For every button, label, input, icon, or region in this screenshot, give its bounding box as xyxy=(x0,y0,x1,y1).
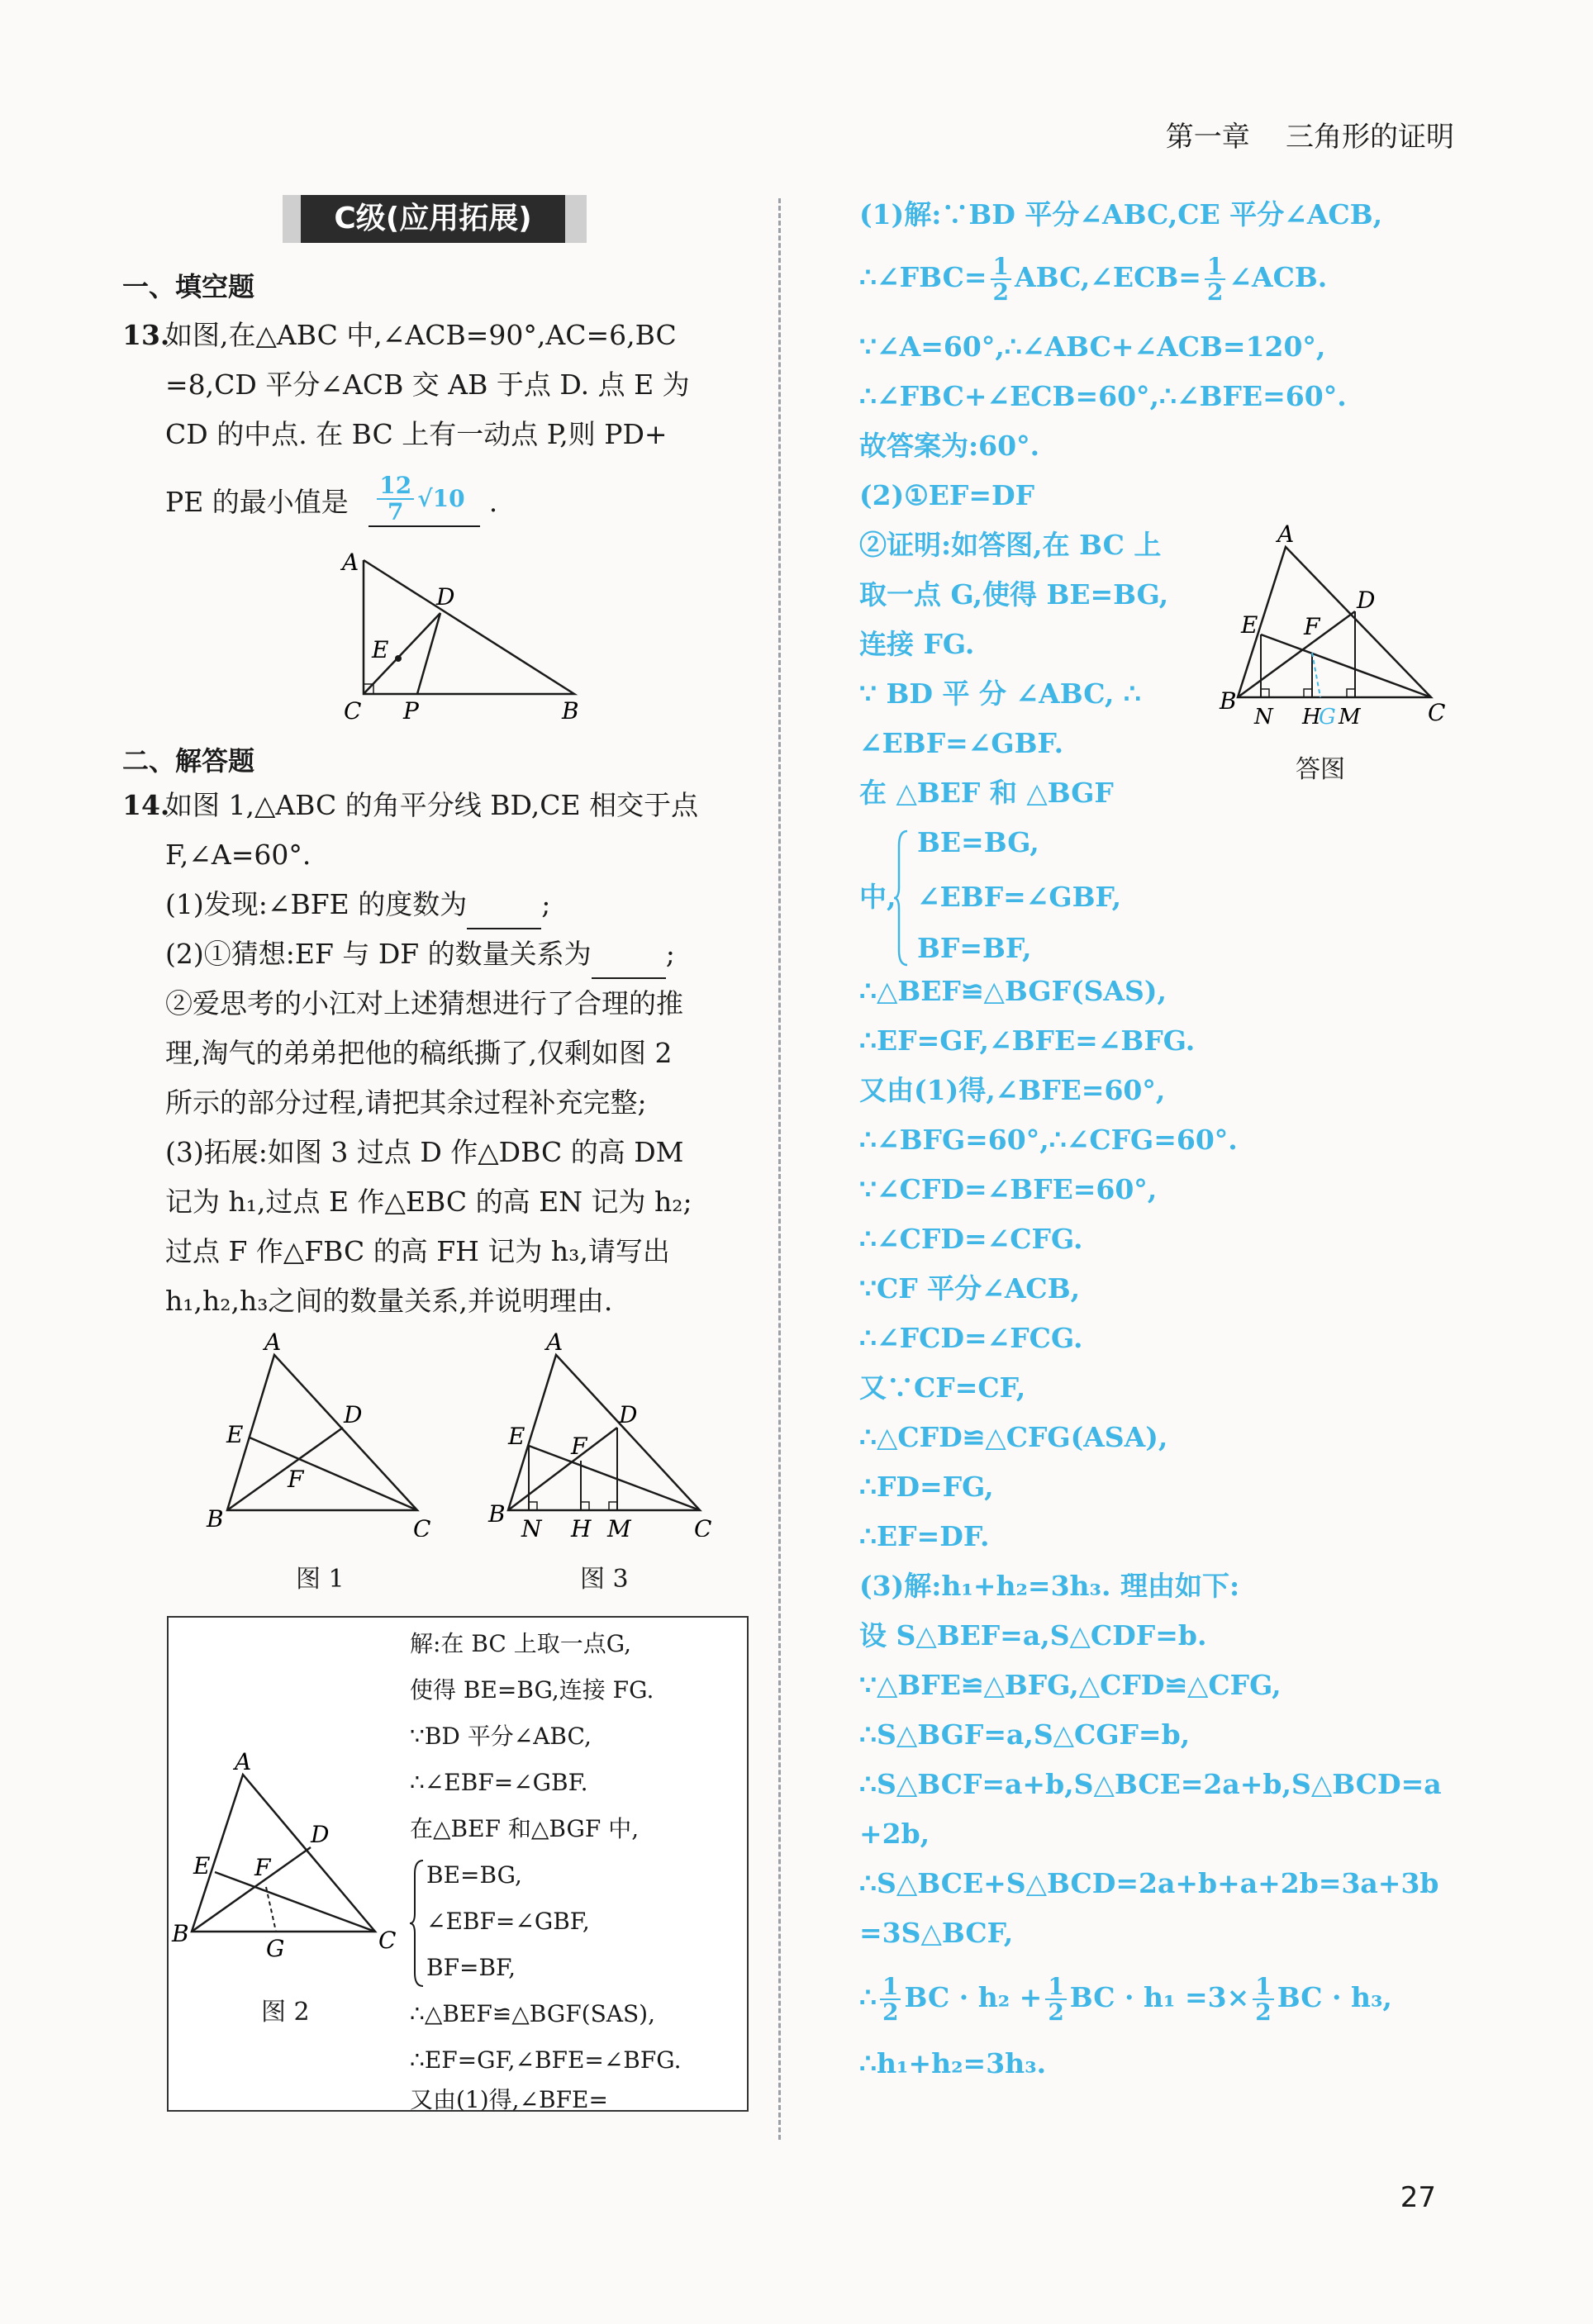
answer-line-35: =3S△BCF, xyxy=(859,1917,1014,1949)
answer-line-8: 取一点 G,使得 BE=BG, xyxy=(859,578,1169,611)
fig2-label-a: A xyxy=(235,1750,252,1775)
ansfig-label-c: C xyxy=(1428,699,1446,726)
answer-line-2: ∴∠FBC= $\frac{1}{2}$ ABC,∠ECB= $\frac{1}{2}$ ∠ACB. xyxy=(859,252,1328,306)
fig3-label-e: E xyxy=(508,1423,525,1450)
answer-line-14-prefix: 中, xyxy=(859,881,896,913)
q13-answer: $\frac{12}{7}$ √10 xyxy=(373,473,464,524)
answer-line-36: ∴ $\frac{1}{2}$ BC · h₂ + $\frac{1}{2}$ BC · h₁ =3× $\frac{1}{2}$ BC · h₃, xyxy=(859,1972,1392,2026)
box-line-11: 又由(1)得,∠BFE= xyxy=(410,2086,608,2113)
box-brace xyxy=(410,1857,426,1989)
fig1-label-e: E xyxy=(226,1421,244,1448)
fig13-label-e: E xyxy=(372,636,389,663)
q14-line9: 记为 h₁,过点 E 作△EBC 的高 EN 记为 h₂; xyxy=(165,1186,692,1218)
q13-figure xyxy=(330,545,595,727)
q13-line4: PE 的最小值是 $\frac{12}{7}$ √10 . xyxy=(165,478,497,527)
fig13-label-d: D xyxy=(436,583,455,611)
fig2-label-d: D xyxy=(311,1821,330,1848)
fig2-label-f: F xyxy=(254,1854,271,1881)
answer-line-30: ∵△BFE≌△BFG,△CFD≌△CFG, xyxy=(859,1669,1282,1701)
fig1-label-b: B xyxy=(207,1505,224,1533)
answer-line-27: ∴EF=DF. xyxy=(859,1520,990,1552)
answer-line-16: ∴△BEF≌△BGF(SAS), xyxy=(859,975,1167,1007)
answer-line-26: ∴FD=FG, xyxy=(859,1471,994,1503)
figure-2-box xyxy=(167,1616,749,2112)
ansfig-label-b: B xyxy=(1220,687,1237,715)
q13-line3: CD 的中点. 在 BC 上有一动点 P,则 PD+ xyxy=(165,418,668,450)
answer-line-5: 故答案为:60°. xyxy=(859,430,1040,462)
q14-line3: (1)发现:∠BFE 的度数为 ; xyxy=(165,880,550,929)
level-label: C级(应用拓展) xyxy=(301,195,565,243)
answer-line-14: ∠EBF=∠GBF, xyxy=(917,881,1122,913)
q14-line2: F,∠A=60°. xyxy=(165,839,311,871)
fig2-label-b: B xyxy=(172,1920,189,1947)
chapter-title: 三角形的证明 xyxy=(1286,121,1454,154)
answer-line-4: ∴∠FBC+∠ECB=60°,∴∠BFE=60°. xyxy=(859,380,1347,412)
q14-line7: 所示的部分过程,请把其余过程补充完整; xyxy=(165,1086,647,1119)
page-number: 27 xyxy=(1400,2181,1436,2214)
fig3-label-b: B xyxy=(488,1500,506,1528)
answer-line-37: ∴h₁+h₂=3h₃. xyxy=(859,2047,1047,2079)
fig1-label-a: A xyxy=(264,1330,282,1356)
box-line-4: ∴∠EBF=∠GBF. xyxy=(410,1769,588,1796)
answer-figure-caption: 答图 xyxy=(1296,755,1345,784)
answer-line-23: ∴∠FCD=∠FCG. xyxy=(859,1322,1083,1354)
box-line-8: BF=BF, xyxy=(426,1954,516,1981)
ansfig-label-e: E xyxy=(1241,611,1258,639)
fig2-label-c: C xyxy=(378,1927,397,1954)
box-line-6: BE=BG, xyxy=(426,1861,522,1889)
level-banner xyxy=(283,195,587,243)
fig1-label-f: F xyxy=(288,1466,304,1493)
fig13-label-c: C xyxy=(344,697,362,725)
fig3-label-n: N xyxy=(521,1515,542,1537)
page-header xyxy=(1166,114,1454,154)
ansfig-label-n: N xyxy=(1254,705,1273,730)
fig13-label-b: B xyxy=(562,697,579,725)
box-line-3: ∵BD 平分∠ABC, xyxy=(410,1723,592,1750)
answer-line-9: 连接 FG. xyxy=(859,628,975,660)
fig1-label-d: D xyxy=(344,1401,363,1428)
box-line-7: ∠EBF=∠GBF, xyxy=(426,1908,590,1935)
q14-number: 14. xyxy=(122,789,170,821)
figure-2 xyxy=(169,1750,416,1965)
answer-line-7: ②证明:如答图,在 BC 上 xyxy=(859,529,1162,561)
q13-line1: 如图,在△ABC 中,∠ACB=90°,AC=6,BC xyxy=(165,319,677,351)
answer-line-28: (3)解:h₁+h₂=3h₃. 理由如下: xyxy=(859,1570,1240,1602)
answer-line-25: ∴△CFD≌△CFG(ASA), xyxy=(859,1421,1168,1453)
q14-line6: 理,淘气的弟弟把他的稿纸撕了,仅剩如图 2 xyxy=(165,1037,673,1069)
fig13-label-p: P xyxy=(403,697,419,725)
q14-line10: 过点 F 作△FBC 的高 FH 记为 h₃,请写出 xyxy=(165,1235,670,1267)
q14-line8: (3)拓展:如图 3 过点 D 作△DBC 的高 DM xyxy=(165,1136,684,1168)
q13-answer-blank xyxy=(369,472,480,527)
fig2-label-e: E xyxy=(193,1852,211,1880)
fig2-label-g: G xyxy=(266,1935,285,1962)
answer-line-11: ∠EBF=∠GBF. xyxy=(859,727,1064,759)
answer-line-15: BF=BF, xyxy=(917,932,1032,964)
q14-line11: h₁,h₂,h₃之间的数量关系,并说明理由. xyxy=(165,1285,613,1317)
ansfig-label-d: D xyxy=(1357,587,1376,614)
q13-line2: =8,CD 平分∠ACB 交 AB 于点 D. 点 E 为 xyxy=(165,368,690,401)
answer-line-24: 又∵CF=CF, xyxy=(859,1371,1026,1404)
q14-line1: 如图 1,△ABC 的角平分线 BD,CE 相交于点 xyxy=(165,789,699,821)
ansfig-label-g: G xyxy=(1319,705,1336,730)
answer-line-18: 又由(1)得,∠BFE=60°, xyxy=(859,1074,1166,1106)
fig13-label-a: A xyxy=(342,549,359,576)
fig3-label-c: C xyxy=(694,1515,712,1537)
ansfig-label-m: M xyxy=(1339,705,1361,730)
answer-line-12: 在 △BEF 和 △BGF xyxy=(859,777,1114,809)
ansfig-label-a: A xyxy=(1277,522,1295,548)
figure-3-caption: 图 3 xyxy=(580,1565,629,1594)
answer-line-1: (1)解:∵BD 平分∠ABC,CE 平分∠ACB, xyxy=(859,198,1383,230)
section-solve: 二、解答题 xyxy=(122,745,255,777)
figure-1 xyxy=(198,1330,446,1537)
figure-2-caption: 图 2 xyxy=(261,1998,310,2027)
box-line-5: 在△BEF 和△BGF 中, xyxy=(410,1815,640,1842)
column-divider xyxy=(778,198,781,2140)
fig3-label-a: A xyxy=(546,1330,563,1356)
fig3-label-h: H xyxy=(571,1515,592,1537)
box-line-2: 使得 BE=BG,连接 FG. xyxy=(410,1676,654,1704)
ansfig-label-h: H xyxy=(1302,705,1321,730)
q13-number: 13. xyxy=(122,319,170,351)
answer-line-10: ∵ BD 平 分 ∠ABC, ∴ xyxy=(859,677,1141,710)
q14-line4: (2)①猜想:EF 与 DF 的数量关系为 ; xyxy=(165,929,675,979)
answer-line-34: ∴S△BCE+S△BCD=2a+b+a+2b=3a+3b xyxy=(859,1867,1439,1899)
box-line-9: ∴△BEF≌△BGF(SAS), xyxy=(410,2000,656,2027)
fig3-label-f: F xyxy=(571,1433,587,1460)
box-line-10: ∴EF=GF,∠BFE=∠BFG. xyxy=(410,2046,682,2074)
answer-brace xyxy=(894,828,911,968)
figure-1-caption: 图 1 xyxy=(296,1565,345,1594)
ansfig-label-f: F xyxy=(1304,613,1320,640)
answer-line-22: ∵CF 平分∠ACB, xyxy=(859,1272,1081,1305)
fig3-label-m: M xyxy=(607,1515,631,1537)
answer-line-32: ∴S△BCF=a+b,S△BCE=2a+b,S△BCD=a xyxy=(859,1768,1442,1800)
answer-line-21: ∴∠CFD=∠CFG. xyxy=(859,1223,1083,1255)
section-fill-blank: 一、填空题 xyxy=(122,271,255,302)
answer-line-19: ∴∠BFG=60°,∴∠CFG=60°. xyxy=(859,1124,1238,1156)
answer-figure xyxy=(1215,522,1462,737)
answer-line-13: BE=BG, xyxy=(917,826,1039,858)
figure-3 xyxy=(483,1330,731,1537)
fig3-label-d: D xyxy=(619,1401,638,1428)
fig1-label-c: C xyxy=(413,1515,431,1537)
answer-line-33: +2b, xyxy=(859,1818,930,1850)
answer-line-3: ∵∠A=60°,∴∠ABC+∠ACB=120°, xyxy=(859,330,1326,363)
chapter-label: 第一章 xyxy=(1165,121,1250,154)
answer-line-20: ∵∠CFD=∠BFE=60°, xyxy=(859,1173,1158,1205)
q14-line5: ②爱思考的小江对上述猜想进行了合理的推 xyxy=(165,987,683,1019)
answer-line-31: ∴S△BGF=a,S△CGF=b, xyxy=(859,1718,1191,1751)
answer-line-17: ∴EF=GF,∠BFE=∠BFG. xyxy=(859,1024,1196,1057)
box-line-1: 解:在 BC 上取一点G, xyxy=(410,1630,632,1657)
answer-line-29: 设 S△BEF=a,S△CDF=b. xyxy=(859,1619,1207,1652)
answer-line-6: (2)①EF=DF xyxy=(859,479,1035,511)
